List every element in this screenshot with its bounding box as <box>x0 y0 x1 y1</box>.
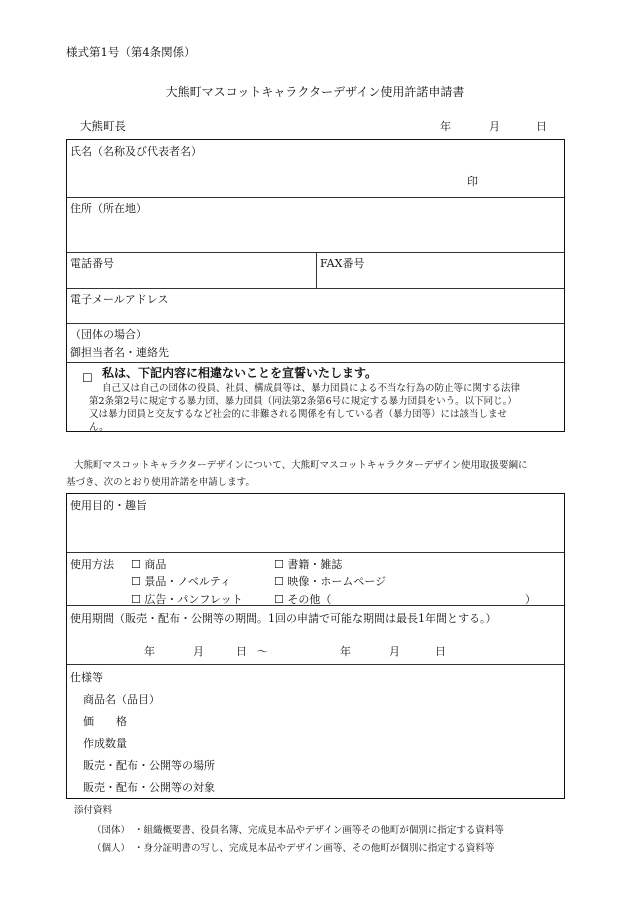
purpose-label: 使用目的・趣旨 <box>70 499 147 512</box>
phone-label: 電話番号 <box>70 257 114 270</box>
method-label: 使用方法 <box>70 558 114 571</box>
attachments-individual-label: （個人） <box>92 843 131 854</box>
usage-box <box>66 493 565 799</box>
attachments-individual-text: ・身分証明書の写し、完成見本品やデザイン画等、その他町が個別に指定する資料等 <box>134 843 495 854</box>
declaration-title: 私は、下記内容に相違ないことを宣誓いたします。 <box>102 366 378 380</box>
attachments-group-label: （団体） <box>92 825 131 836</box>
period-start-year: 年 <box>144 645 155 658</box>
divider <box>67 552 564 553</box>
page-title: 大熊町マスコットキャラクターデザイン使用許諾申請書 <box>165 85 465 99</box>
attachments-group-text: ・組織概要書、役員名簿、完成見本品やデザイン画等その他町が個別に指定する資料等 <box>134 825 504 836</box>
contact-label: 御担当者名・連絡先 <box>70 346 169 359</box>
spec-label: 仕様等 <box>70 671 103 684</box>
seal-label: 印 <box>467 175 478 188</box>
spec-item-target: 販売・配布・公開等の対象 <box>83 781 215 794</box>
intro-text: 基づき、次のとおり使用許諾を申請します。 <box>66 477 255 488</box>
intro-text: 大熊町マスコットキャラクターデザインについて、大熊町マスコットキャラクターデザイン使用取扱要綱に <box>74 460 528 471</box>
declaration-text: ん。 <box>89 422 109 433</box>
date-month-label: 月 <box>489 120 500 133</box>
divider <box>67 664 564 665</box>
address-label: 住所（所在地） <box>70 202 147 215</box>
date-day-label: 日 <box>536 120 547 133</box>
divider <box>67 197 564 198</box>
attachments-title: 添付資料 <box>74 805 113 816</box>
email-label: 電子メールアドレス <box>70 293 169 306</box>
period-start-day: 日 <box>236 645 247 658</box>
method-option-novelty[interactable]: ☐ 景品・ノベルティ <box>131 575 232 588</box>
other-close-paren: ） <box>525 593 536 606</box>
spec-item-price: 価 格 <box>83 715 127 728</box>
declaration-text: 第2条第2号に規定する暴力団、暴力団員（同法第2条第6号に規定する暴力団員をいう。以下同じ。） <box>89 396 517 407</box>
period-end-day: 日 <box>435 645 446 658</box>
method-option-advert[interactable]: ☐ 広告・パンフレット <box>131 593 243 606</box>
period-end-year: 年 <box>340 645 351 658</box>
declaration-text: 自己又は自己の団体の役員、社員、構成員等は、暴力団員による不当な行為の防止等に関する法律 <box>102 383 521 394</box>
divider <box>316 252 317 288</box>
declaration-text: 又は暴力団員と交友するなど社会的に非難される関係を有している者（暴力団等）には該当しませ <box>89 409 508 420</box>
period-tilde: ～ <box>257 645 268 658</box>
form-number: 様式第1号（第4条関係） <box>66 45 196 59</box>
period-start-month: 月 <box>193 645 204 658</box>
name-label: 氏名（名称及び代表者名） <box>70 145 202 158</box>
spec-item-place: 販売・配布・公開等の場所 <box>83 759 215 772</box>
period-end-month: 月 <box>389 645 400 658</box>
date-year-label: 年 <box>440 120 451 133</box>
method-option-goods[interactable]: ☐ 商品 <box>131 558 167 571</box>
method-option-video-web[interactable]: ☐ 映像・ホームページ <box>274 575 387 588</box>
fax-label: FAX番号 <box>320 257 365 270</box>
addressee: 大熊町長 <box>80 119 126 133</box>
spec-item-quantity: 作成数量 <box>83 737 127 750</box>
period-label: 使用期間（販売・配布・公開等の期間。1回の申請で可能な期間は最長1年間とする。） <box>70 612 497 625</box>
divider <box>67 362 564 363</box>
group-note: （団体の場合） <box>70 328 147 341</box>
method-option-books[interactable]: ☐ 書籍・雑誌 <box>274 558 343 571</box>
divider <box>67 323 564 324</box>
declaration-checkbox[interactable]: ☐ <box>82 371 93 385</box>
spec-item-product-name: 商品名（品目） <box>83 693 160 706</box>
divider <box>67 288 564 289</box>
method-option-other[interactable]: ☐ その他（ <box>274 593 332 606</box>
